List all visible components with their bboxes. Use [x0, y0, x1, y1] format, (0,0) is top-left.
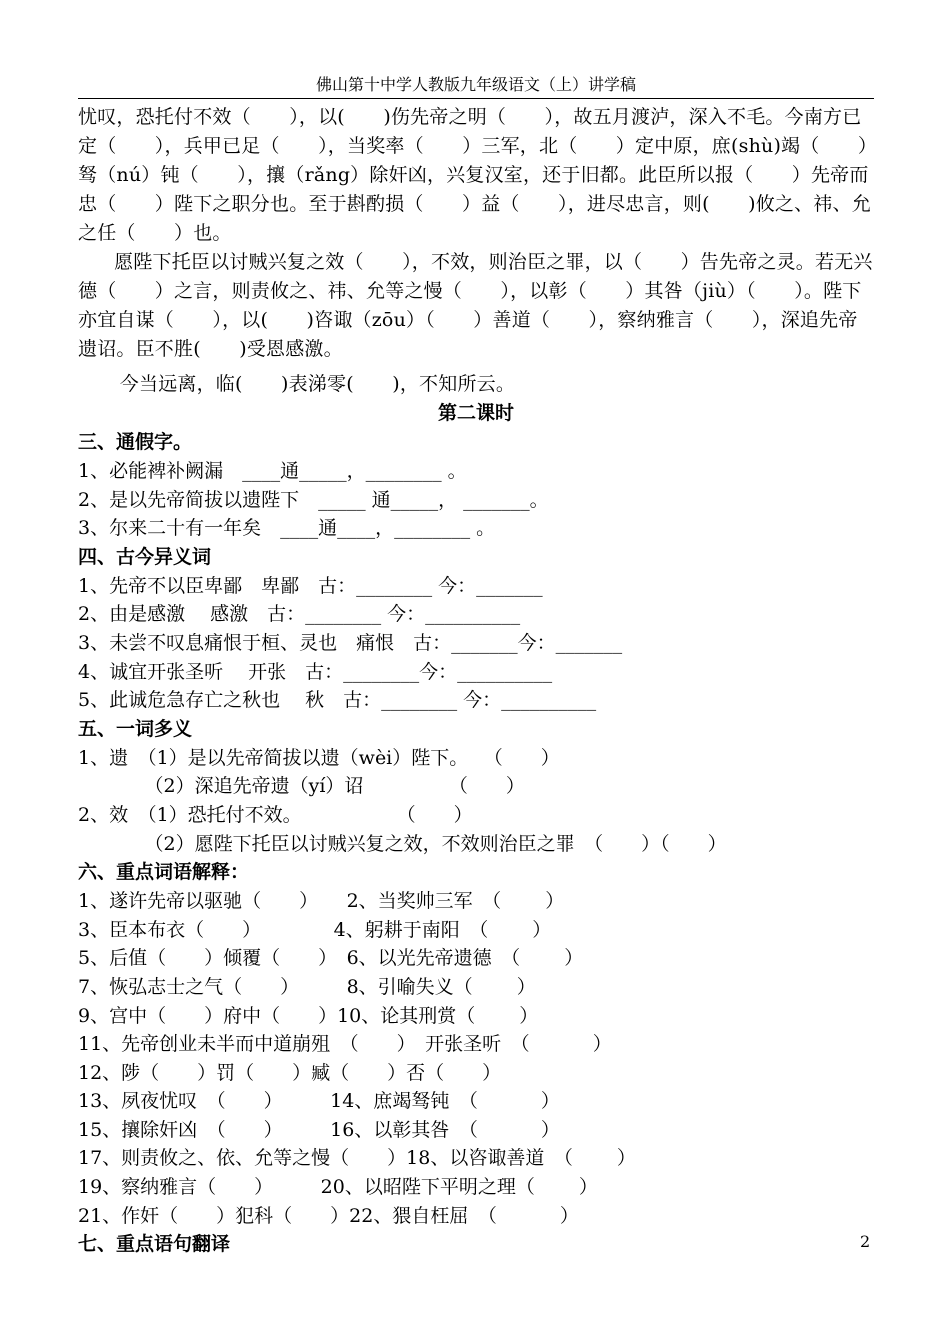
exercise-line: 2、由是感激 感激 古：________ 今：__________ [78, 603, 521, 626]
section-title: 六、重点词语解释： [78, 861, 250, 884]
exercise-line: 1、遗 （1）是以先帝简拔以遗（wèi）陛下。 （ ） [78, 746, 560, 769]
text-paragraph-3: 今当远离，临( )表涕零( )，不知所云。 [119, 373, 516, 395]
page-header: 佛山第十中学人教版九年级语文（上）讲学稿 [78, 72, 874, 99]
section-ciyu-jieshi [78, 858, 874, 1230]
exercise-line: 21、作奸（ ）犯科（ ）22、猥自枉屈 （ ） [78, 1204, 579, 1227]
section-yici-duoyi [78, 715, 874, 858]
page-number: 2 [860, 1232, 871, 1251]
exercise-line: 5、此诚危急存亡之秋也 秋 古：________ 今：__________ [78, 689, 597, 712]
section-fanyi [78, 1230, 874, 1259]
section-title: 三、通假字。 [78, 431, 193, 453]
exercise-line: 1、先帝不以臣卑鄙 卑鄙 古：________ 今：_______ [78, 574, 543, 597]
exercise-line: 19、察纳雅言（ ） 20、以昭陛下平明之理（ ） [78, 1176, 598, 1199]
lesson-title: 第二课时 [437, 402, 514, 424]
section-gujin-yiyi [78, 543, 874, 715]
exercise-line: 2、是以先帝简拔以遗陛下 _____ 通_____， _______。 [78, 488, 549, 511]
exercise-line: 1、必能裨补阙漏 ____通_____，________ 。 [78, 460, 467, 482]
exercise-line: （2）深追先帝遗（yí）诏 （ ） [78, 775, 525, 798]
exercise-line: 3、未尝不叹息痛恨于桓、灵也 痛恨 古：_______今：_______ [78, 631, 623, 654]
exercise-line: 3、臣本布衣（ ） 4、躬耕于南阳 （ ） [78, 918, 552, 941]
exercise-line: 3、尔来二十有一年矣 ____通____，________ 。 [78, 517, 496, 540]
text-paragraph-1: 忧叹，恐托付不效（ ），以( )伤先帝之明（ ），故五月渡泸，深入不毛。今南方已定（ ），兵甲已足（ ），当奖率（ ）三军，北（ ）定中原，庶(shù)竭（ ）驽（nú）钝（ ），攘（rǎng）除奸凶，兴复汉室，还于旧都。此臣所以报（ ）先帝而忠（ ）陛下之职分也。至于斟酌损（ ）益（ ），进尽忠言，则( )攸之、祎、允之任（ ）也。 [78, 106, 871, 244]
exercise-line: 15、攘除奸凶 （ ） 16、以彰其咎 （ ） [78, 1118, 560, 1141]
exercise-line: 11、先帝创业未半而中道崩殂 （ ） 开张圣听 （ ） [78, 1033, 612, 1056]
section-title: 四、古今异义词 [78, 545, 212, 568]
text-paragraph-2: 愿陛下托臣以讨贼兴复之效（ ），不效，则治臣之罪，以（ ）告先帝之灵。若无兴德（ ）之言，则责攸之、祎、允等之慢（ ），以彰（ ）其咎（jiù）（ ）。陛下亦宜自谋（ ），以( )咨诹（zōu）（ ）善道（ ），察纳雅言（ ），深追先帝遗诏。臣不胜( )受恩感激。 [78, 251, 873, 360]
exercise-line: 5、后值（ ）倾覆（ ） 6、以光先帝遗德 （ ） [78, 947, 584, 970]
section-title: 五、一词多义 [78, 717, 193, 740]
section-title: 七、重点语句翻译 [78, 1233, 231, 1256]
exercise-line: 17、则责攸之、依、允等之慢（ ）18、以咨诹善道 （ ） [78, 1147, 636, 1170]
exercise-line: 4、诚宜开张圣听 开张 古：________今：__________ [78, 660, 553, 683]
exercise-line: 9、宫中（ ）府中（ ）10、论其刑赏（ ） [78, 1004, 539, 1027]
document-page [78, 72, 874, 1259]
section-tongjiazi [78, 428, 874, 543]
exercise-line: 13、夙夜忧叹 （ ） 14、庶竭驽钝 （ ） [78, 1090, 560, 1113]
exercise-line: 12、陟（ ）罚（ ）臧（ ）否（ ） [78, 1061, 502, 1084]
exercise-line: 1、遂许先帝以驱驰（ ） 2、当奖帅三军 （ ） [78, 890, 565, 913]
exercise-line: 7、恢弘志士之气（ ） 8、引喻失义（ ） [78, 975, 536, 998]
exercise-line: （2）愿陛下托臣以讨贼兴复之效，不效则治臣之罪 （ ）（ ） [78, 832, 727, 855]
exercise-line: 2、效 （1）恐托付不效。 （ ） [78, 803, 473, 826]
